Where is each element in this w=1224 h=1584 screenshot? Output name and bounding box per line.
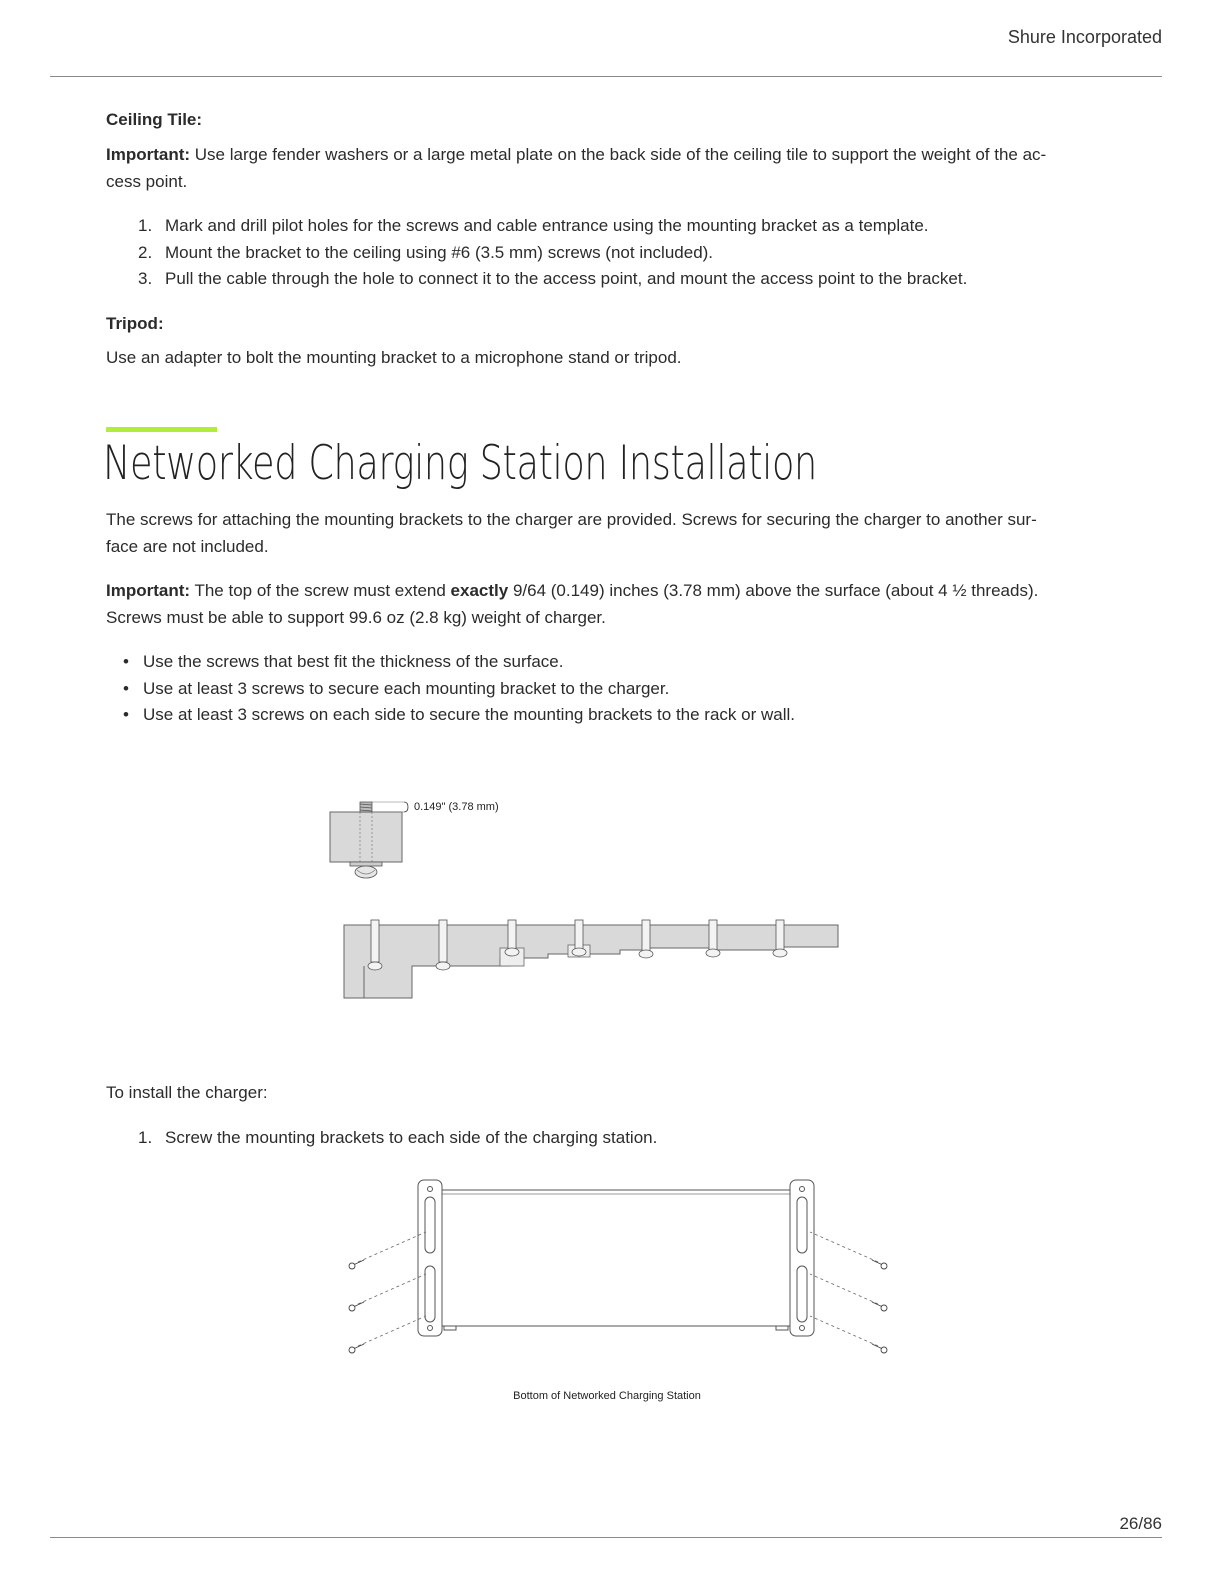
ceiling-step [106,240,1096,267]
left-mounting-bracket [418,1180,442,1336]
bullet-item [106,649,1096,676]
ceiling-important-text-1: Use large fender washers or a large metal plate on the back side of the ceiling tile to support the weight of the ac- [190,145,1047,164]
ceiling-step-number: 3. [138,269,153,288]
ceiling-step-text: Pull the cable through the hole to connect it to the access point, and mount the access point to the bracket. [165,269,968,288]
section-bullets-list [106,649,1096,729]
bracket-profile-figure [344,920,838,998]
tripod-heading: Tripod: [106,314,164,333]
screw-height-diagram [320,790,850,1010]
ceiling-steps-list [106,213,1096,293]
install-intro-block [106,1080,1096,1107]
section-important-line-2: Screws must be able to support 99.6 oz (2.8 kg) weight of charger. [106,607,606,627]
screw-height-label: 0.149" (3.78 mm) [414,801,499,813]
section-intro-line-2: face are not included. [106,536,269,556]
section-important-label: Important: [106,581,191,600]
install-step-text: Screw the mounting brackets to each side of the charging station. [165,1128,658,1147]
charging-station-diagram [330,1170,910,1410]
install-step-number: 1. [138,1128,153,1147]
ceiling-tile-heading: Ceiling Tile: [106,110,203,129]
ceiling-step-number: 2. [138,242,153,262]
section-important-note [106,578,1096,631]
bullet-text: Use at least 3 screws on each side to secure the mounting brackets to the rack or wall. [143,705,795,724]
bullet-dot: • [123,652,129,671]
ceiling-tile-section [106,107,1096,134]
section-accent-bar [106,427,217,432]
install-intro: To install the charger: [106,1083,268,1102]
footer-rule [50,1537,1162,1538]
right-mounting-bracket [790,1180,814,1336]
section-important-pre: The top of the screw must extend [190,581,451,600]
ceiling-important-note [106,142,1096,195]
header-company-name: Shure Incorporated [1007,27,1162,47]
section-important-post: 9/64 (0.149) inches (3.78 mm) above the surface (about 4 ½ threads). [508,581,1039,600]
section-intro-line-1: The screws for attaching the mounting brackets to the charger are provided. Screws for securing the charger to another sur- [106,510,1037,529]
bullet-text: Use the screws that best fit the thickness of the surface. [143,652,564,671]
bullet-text: Use at least 3 screws to secure each mounting bracket to the charger. [143,678,670,698]
bullet-dot: • [123,678,129,698]
screw-detail-figure [330,802,408,878]
bullet-item [106,676,1096,703]
ceiling-important-label: Important: [106,145,191,164]
section-important-bold: exactly [450,581,509,600]
ceiling-step-text: Mount the bracket to the ceiling using #6 (3.5 mm) screws (not included). [165,242,714,262]
header-rule [50,76,1162,77]
tripod-text-block [106,345,1096,372]
install-step [106,1125,1096,1152]
tripod-section [106,311,1096,338]
bullet-dot: • [123,705,129,724]
ceiling-important-text-2: cess point. [106,171,188,191]
figure-caption: Bottom of Networked Charging Station [513,1390,701,1402]
ceiling-step [106,213,1096,240]
ceiling-step-text: Mark and drill pilot holes for the screws and cable entrance using the mounting bracket as a template. [165,216,929,235]
tripod-text: Use an adapter to bolt the mounting bracket to a microphone stand or tripod. [106,348,682,367]
page-number: 26/86 [1119,1514,1162,1533]
section-intro [106,507,1096,560]
ceiling-step [106,266,1096,293]
ceiling-step-number: 1. [138,216,153,235]
bullet-item [106,702,1096,729]
install-steps-list [106,1125,1096,1152]
section-title: Networked Charging Station Installation [103,436,817,491]
charging-station-body [440,1190,792,1330]
